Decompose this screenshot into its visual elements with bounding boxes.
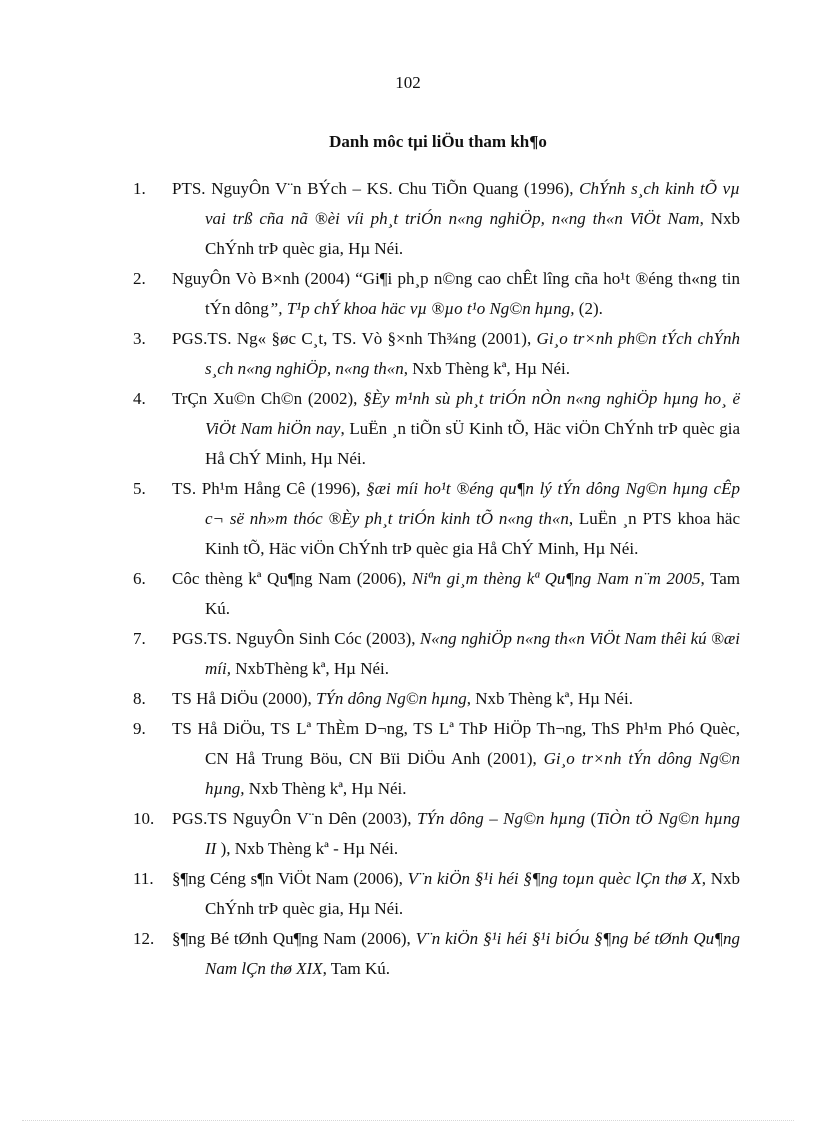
reference-number: 6. (133, 569, 146, 588)
reference-item (0, 804, 816, 864)
reference-text: , Nxb Thèng kª, Hµ Néi. (466, 689, 633, 708)
reference-item (0, 474, 816, 564)
reference-title-text: ChÝnh s¸ch kinh tÕ vµ vai trß cña nã ®èi víi ph¸t triÓn n«ng nghiÖp, n«ng th«n ViÖt Nam (205, 179, 740, 228)
reference-number: 9. (133, 719, 146, 738)
reference-text: NguyÔn Vò B×nh (2004) “Gi¶i ph¸p n©ng cao chÊt lîng cña ho¹t ®éng th«ng tin tÝn dông (172, 269, 740, 318)
reference-text: §¶ng Bé tØnh Qu¶ng Nam (2006), (172, 929, 416, 948)
reference-number: 1. (133, 179, 146, 198)
reference-item (0, 324, 816, 384)
reference-number: 5. (133, 479, 146, 498)
reference-text: , LuËn ¸n tiÕn sÜ Kinh tÕ, Häc viÖn ChÝnh trÞ quèc gia Hå ChÝ Minh, Hµ Néi. (205, 419, 740, 468)
reference-text: , LuËn ¸n PTS khoa häc Kinh tÕ, Häc viÖn ChÝnh trÞ quèc gia Hå ChÝ Minh, Hµ Néi. (205, 509, 741, 558)
reference-text: NxbThèng kª, Hµ Néi. (230, 659, 389, 678)
reference-text: Côc thèng kª Qu¶ng Nam (2006), (172, 569, 412, 588)
reference-text: PTS. NguyÔn V¨n BÝch – KS. Chu TiÕn Quang (1996), (172, 179, 580, 198)
reference-title-text: N«ng nghiÖp n«ng th«n ViÖt Nam thêi kú ®æi míi, (205, 629, 740, 678)
reference-text: PGS.TS. NguyÔn Sinh Cóc (2003), (172, 629, 420, 648)
reference-text: ), Nxb Thèng kª - Hµ Néi. (220, 839, 399, 858)
reference-text: , Nxb ChÝnh trÞ quèc gia, Hµ Néi. (205, 869, 740, 918)
reference-item (0, 714, 816, 804)
reference-title-text: §Èy m¹nh sù ph¸t triÓn nÒn n«ng nghiÖp hµng ho¸ ë ViÖt Nam hiÖn nay (205, 389, 741, 438)
reference-title-text: V¨n kiÖn §¹i héi §¹i biÓu §¶ng bé tØnh Qu¶ng Nam lÇn thø XIX (205, 929, 740, 978)
reference-item (0, 684, 816, 714)
reference-title-text: TÝn dông – Ng©n hµng (416, 809, 586, 828)
reference-text: (2). (574, 299, 603, 318)
reference-text: ( (585, 809, 597, 828)
reference-title-text: Gi¸o tr×nh tÝn dông Ng©n hµng, (205, 749, 740, 798)
reference-number: 7. (133, 629, 146, 648)
reference-title-text: Gi¸o tr×nh ph©n tÝch chÝnh s¸ch n«ng nghiÖp, n«ng th«n (205, 329, 740, 378)
reference-text: , Nxb Thèng kª, Hµ Néi. (403, 359, 571, 378)
reference-item (0, 174, 816, 264)
reference-item (0, 924, 816, 984)
reference-text: Nxb Thèng kª, Hµ Néi. (244, 779, 407, 798)
reference-number: 10. (133, 809, 155, 828)
reference-title-text: ”, T¹p chÝ khoa häc vµ ®µo t¹o Ng©n hµng, (268, 299, 575, 318)
reference-number: 8. (133, 689, 146, 708)
reference-text: TS Hå DiÖu (2000), (172, 689, 317, 708)
bibliography-title: Danh môc tµi liÖu tham kh¶o (329, 132, 547, 151)
page-number: 102 (395, 73, 421, 92)
reference-number: 2. (133, 269, 146, 288)
reference-text: TS Hå DiÖu, TS Lª ThÈm D¬ng, TS Lª ThÞ HiÖp Th¬ng, ThS Ph¹m Phó Quèc, CN Hå Trung Böu, CN Bïi DiÖu Anh (2001), (172, 719, 740, 768)
reference-text: PGS.TS NguyÔn V¨n Dên (2003), (172, 809, 417, 828)
reference-text: , Tam Kú. (205, 569, 740, 618)
bottom-divider (22, 1120, 794, 1121)
reference-text: , Nxb ChÝnh trÞ quèc gia, Hµ Néi. (205, 209, 740, 258)
reference-item (0, 384, 816, 474)
reference-item (0, 624, 816, 684)
reference-title-text: TiÒn tÖ Ng©n hµng II (205, 809, 741, 858)
reference-text: , Tam Kú. (322, 959, 391, 978)
reference-title-text: Niªn gi¸m thèng kª Qu¶ng Nam n¨m 2005 (411, 569, 701, 588)
reference-title-text: V¨n kiÖn §¹i héi §¶ng toµn quèc lÇn thø X (407, 869, 702, 888)
reference-number: 11. (133, 869, 154, 888)
reference-number: 12. (133, 929, 155, 948)
reference-item (0, 264, 816, 324)
reference-text: PGS.TS. Ng« §øc C¸t, TS. Vò §×nh Th¾ng (2001), (172, 329, 537, 348)
reference-title-text: §æi míi ho¹t ®éng qu¶n lý tÝn dông Ng©n hµng cÊp c¬ së nh»m thóc ®Èy ph¸t triÓn kinh tÕ n«ng th«n (205, 479, 740, 528)
reference-list (0, 174, 816, 984)
reference-text: TrÇn Xu©n Ch©n (2002), (172, 389, 364, 408)
reference-text: TS. Ph¹m Hång Cê (1996), (172, 479, 367, 498)
reference-item (0, 864, 816, 924)
reference-item (0, 564, 816, 624)
reference-text: §¶ng Céng s¶n ViÖt Nam (2006), (172, 869, 408, 888)
reference-number: 3. (133, 329, 146, 348)
reference-number: 4. (133, 389, 146, 408)
reference-title-text: TÝn dông Ng©n hµng (316, 689, 467, 708)
